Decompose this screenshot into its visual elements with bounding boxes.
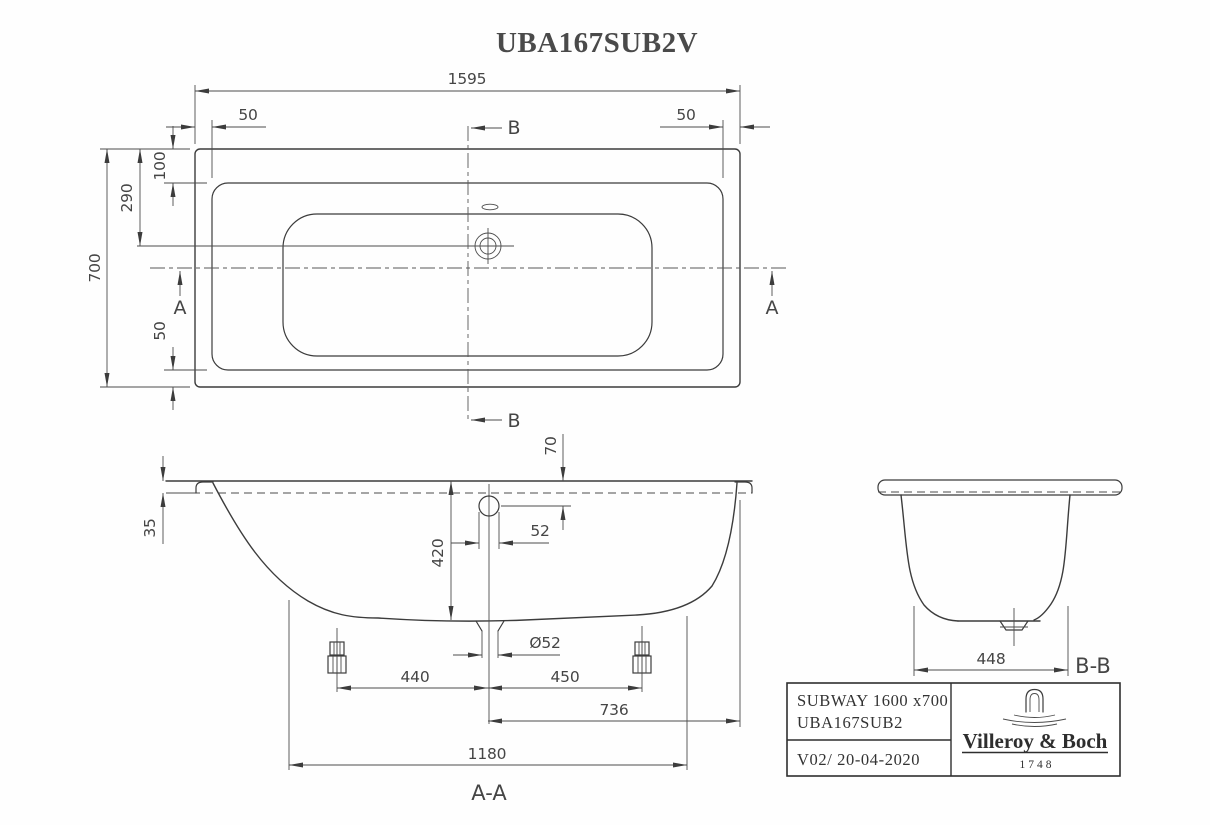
dim-drain-to-end-label: 736 xyxy=(599,701,629,719)
marker-b-bottom-label: B xyxy=(507,410,521,432)
section-marker-a-right xyxy=(766,271,779,319)
dim-width-label: 700 xyxy=(86,253,104,283)
dim-drain-diameter xyxy=(453,634,561,655)
dim-rim-foot xyxy=(151,321,207,410)
section-aa-label: A-A xyxy=(471,781,507,805)
dim-inner-depth-label: 420 xyxy=(429,538,447,568)
dim-overflow-depth-label: 70 xyxy=(542,436,560,456)
section-marker-b-bottom xyxy=(471,410,521,432)
dim-support-span-label: 1180 xyxy=(467,745,507,763)
bb-right-wall xyxy=(1034,495,1070,620)
dim-top-length xyxy=(195,70,740,144)
dim-left-foot-label: 440 xyxy=(400,668,430,686)
dim-right-foot xyxy=(488,668,642,688)
title-block xyxy=(787,683,1120,776)
dim-length-label: 1595 xyxy=(447,70,487,88)
rim-left-cap xyxy=(196,482,213,493)
dim-bottom-width-label: 448 xyxy=(976,650,1006,668)
drain-outlet xyxy=(476,621,504,658)
dim-rim-thickness xyxy=(141,456,163,544)
dim-rim-foot-label: 50 xyxy=(151,321,169,341)
dim-rim-head xyxy=(151,126,207,206)
left-foot xyxy=(328,628,346,692)
basin-floor-edge xyxy=(283,214,652,356)
top-view xyxy=(86,70,786,432)
product-name: SUBWAY 1600 x700 xyxy=(797,691,949,710)
bb-rim-bar xyxy=(878,480,1122,495)
dim-overflow-depth xyxy=(501,434,571,530)
dim-rim-thickness-label: 35 xyxy=(141,518,159,538)
dim-drain-to-end xyxy=(488,500,740,727)
dim-inner-depth xyxy=(429,481,451,620)
section-aa-view xyxy=(141,434,752,805)
brand-name: Villeroy & Boch xyxy=(962,729,1108,753)
dim-drain-offset xyxy=(118,149,140,246)
section-bb-view xyxy=(878,480,1122,678)
bb-left-wall xyxy=(901,495,958,621)
dim-overflow-width xyxy=(451,512,550,549)
tub-profile xyxy=(213,483,737,621)
overflow-slot xyxy=(482,204,498,210)
section-bb-label: B-B xyxy=(1075,654,1111,678)
dim-rim-head-label: 100 xyxy=(151,151,169,181)
dim-bottom-width xyxy=(914,606,1068,676)
marker-a-left-label: A xyxy=(173,297,187,319)
article-number: UBA167SUB2 xyxy=(797,713,903,732)
revision-date: V02/ 20-04-2020 xyxy=(797,750,921,769)
tub-rim-inner-edge xyxy=(212,183,723,370)
right-foot xyxy=(633,626,651,692)
brand-founded: 1748 xyxy=(1019,759,1055,771)
dim-overall-width xyxy=(86,149,190,387)
dim-rim-right xyxy=(660,106,770,178)
section-marker-a-left xyxy=(174,271,187,319)
drawing-title: UBA167SUB2V xyxy=(495,27,699,59)
dim-rim-left-label: 50 xyxy=(238,106,258,124)
dim-drain-offset-label: 290 xyxy=(118,183,136,213)
marker-a-right-label: A xyxy=(765,297,779,319)
dim-right-foot-label: 450 xyxy=(550,668,580,686)
dim-left-foot xyxy=(337,668,488,688)
dim-drain-diameter-label: Ø52 xyxy=(529,634,561,652)
section-marker-b-top xyxy=(471,117,521,139)
dim-rim-right-label: 50 xyxy=(676,106,696,124)
dim-support-span xyxy=(289,600,687,770)
dim-rim-left xyxy=(166,106,266,178)
dim-overflow-width-label: 52 xyxy=(530,522,550,540)
marker-b-top-label: B xyxy=(507,117,521,139)
